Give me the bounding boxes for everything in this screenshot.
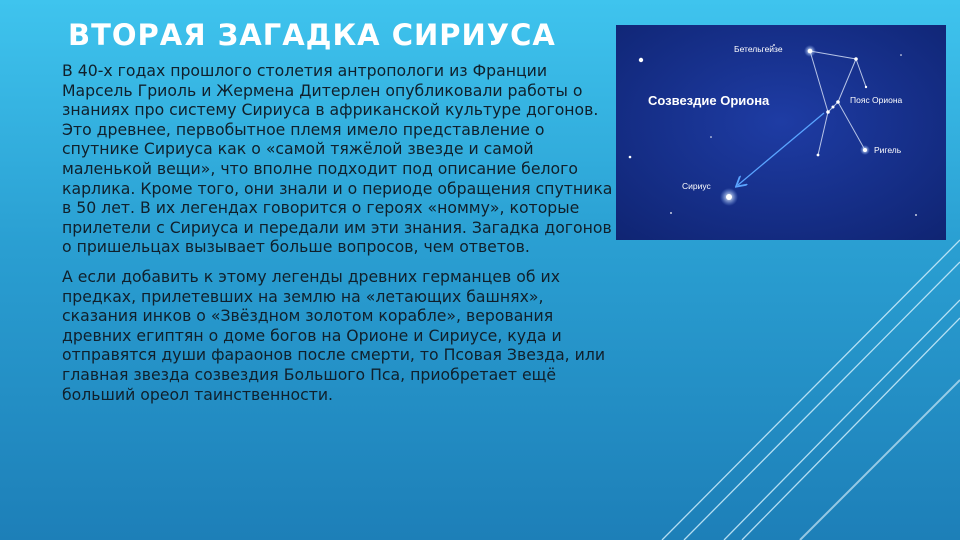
- slide-body: [62, 61, 618, 414]
- label-rigel: Ригель: [874, 145, 902, 155]
- slide-title: ВТОРАЯ ЗАГАДКА СИРИУСА: [68, 18, 556, 52]
- orion-star-map: [616, 25, 946, 240]
- sirius-star: [720, 188, 738, 206]
- night-sky-background: [616, 25, 946, 240]
- paragraph-1: В 40-х годах прошлого столетия антропологи из Франции Марсель Гриоль и Жермена Дитерлен опубликовали работы о знаниях про систему Сириуса в африканской культуре догонов. Это древнее, первобытное племя имело представление о спутнике Сириуса как о «самой тяжёлой звезде и самой маленькой вещи», что вполне подходит под описание белого карлика. Кроме того, они знали и о периоде обращения спутника в 50 лет. В их легендах говорится о героях «номму», которые прилетели с Сириуса и передали им эти знания. Загадка догонов о пришельцах вызывает больше вопросов, чем ответов.: [62, 61, 613, 257]
- paragraph-2: А если добавить к этому легенды древних германцев об их предках, прилетевших на землю на «летающих башнях», сказания инков о «Звёздном золотом корабле», верования древних египтян о доме богов на Орионе и Сириусе, куда и отправятся души фараонов после смерти, то Псовая Звезда, или главная звезда созвездия Большого Пса, приобретает ещё больший ореол таинственности.: [62, 266, 606, 404]
- constellation-heading: Созвездие Ориона: [648, 93, 770, 108]
- label-orion-belt: Пояс Ориона: [850, 95, 903, 105]
- label-betelgeuse: Бетельгейзе: [734, 44, 783, 54]
- label-sirius: Сириус: [682, 181, 711, 191]
